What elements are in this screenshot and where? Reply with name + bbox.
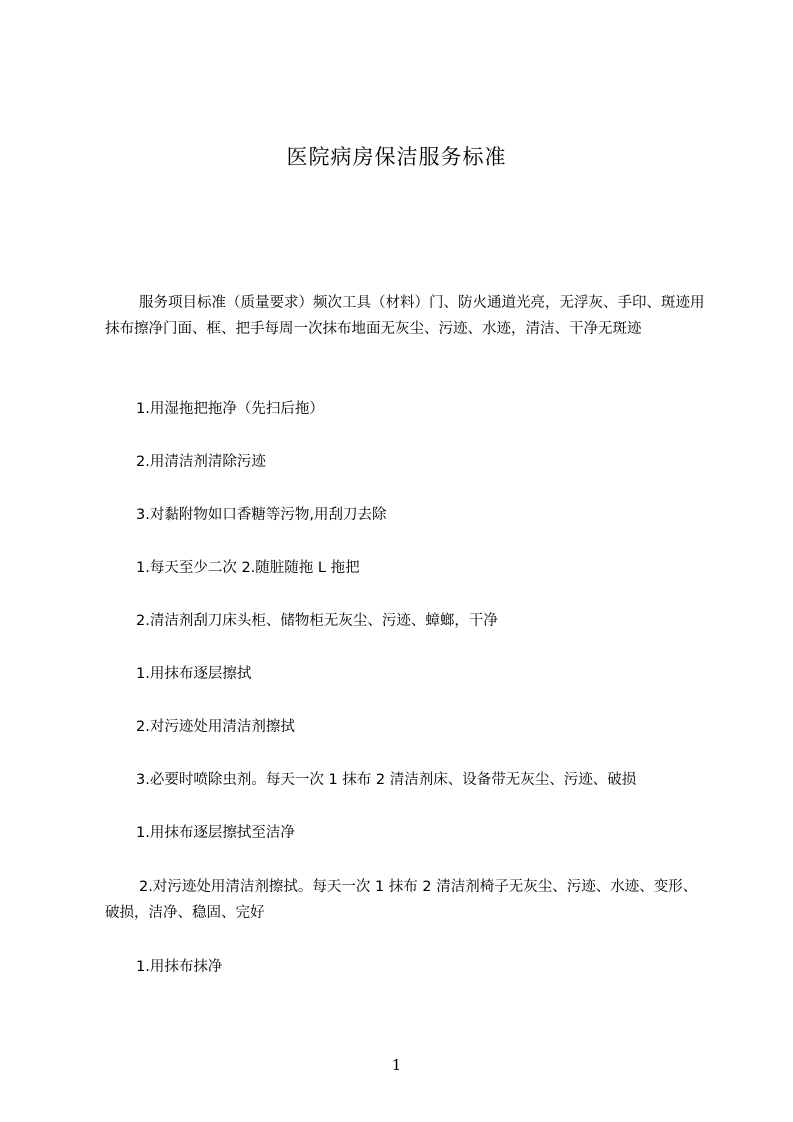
paragraph	[105, 502, 705, 528]
paragraph-text: 1.用抹布逐层擦拭至洁净	[136, 825, 295, 841]
paragraph	[105, 820, 705, 846]
paragraph: 2.对污迹处用清洁剂擦拭。每天一次 1 抹布 2 清洁剂椅子无灰尘、污迹、水迹、变形、破损，洁净、稳固、完好	[105, 879, 698, 921]
document-title: 医院病房保洁服务标准	[286, 145, 507, 169]
paragraph-text: 1.用抹布抹净	[136, 959, 223, 975]
intro-paragraph: 服务项目标准（质量要求）频次工具（材料）门、防火通道光亮，无浮灰、手印、斑迹用抹布擦净门面、框、把手每周一次抹布地面无灰尘、污迹、水迹，清洁、干净无斑迹	[105, 295, 705, 337]
paragraph-text: 1.每天至少二次 2.随脏随拖 L 拖把	[136, 560, 360, 576]
paragraph-text: 2.清洁剂刮刀床头柜、储物柜无灰尘、污迹、蟑螂，干净	[136, 613, 498, 629]
page-number: 1	[391, 1056, 402, 1074]
paragraph	[105, 396, 705, 422]
paragraph-text: 1.用湿拖把拖净（先扫后拖）	[136, 401, 324, 417]
paragraph	[105, 661, 705, 687]
paragraph	[105, 954, 705, 980]
paragraph-text: 3.对黏附物如口香糖等污物,用刮刀去除	[136, 507, 387, 523]
paragraph-text: 2.对污迹处用清洁剂擦拭	[136, 719, 295, 735]
paragraph	[105, 714, 705, 740]
paragraph-text: 2.用清洁剂清除污迹	[136, 454, 266, 470]
paragraph	[105, 449, 705, 475]
paragraph	[105, 767, 705, 793]
paragraph	[105, 555, 705, 581]
paragraph	[105, 608, 705, 634]
paragraph-text: 1.用抹布逐层擦拭	[136, 666, 252, 682]
paragraph-text: 3.必要时喷除虫剂。每天一次 1 抹布 2 清洁剂床、设备带无灰尘、污迹、破损	[136, 772, 637, 788]
